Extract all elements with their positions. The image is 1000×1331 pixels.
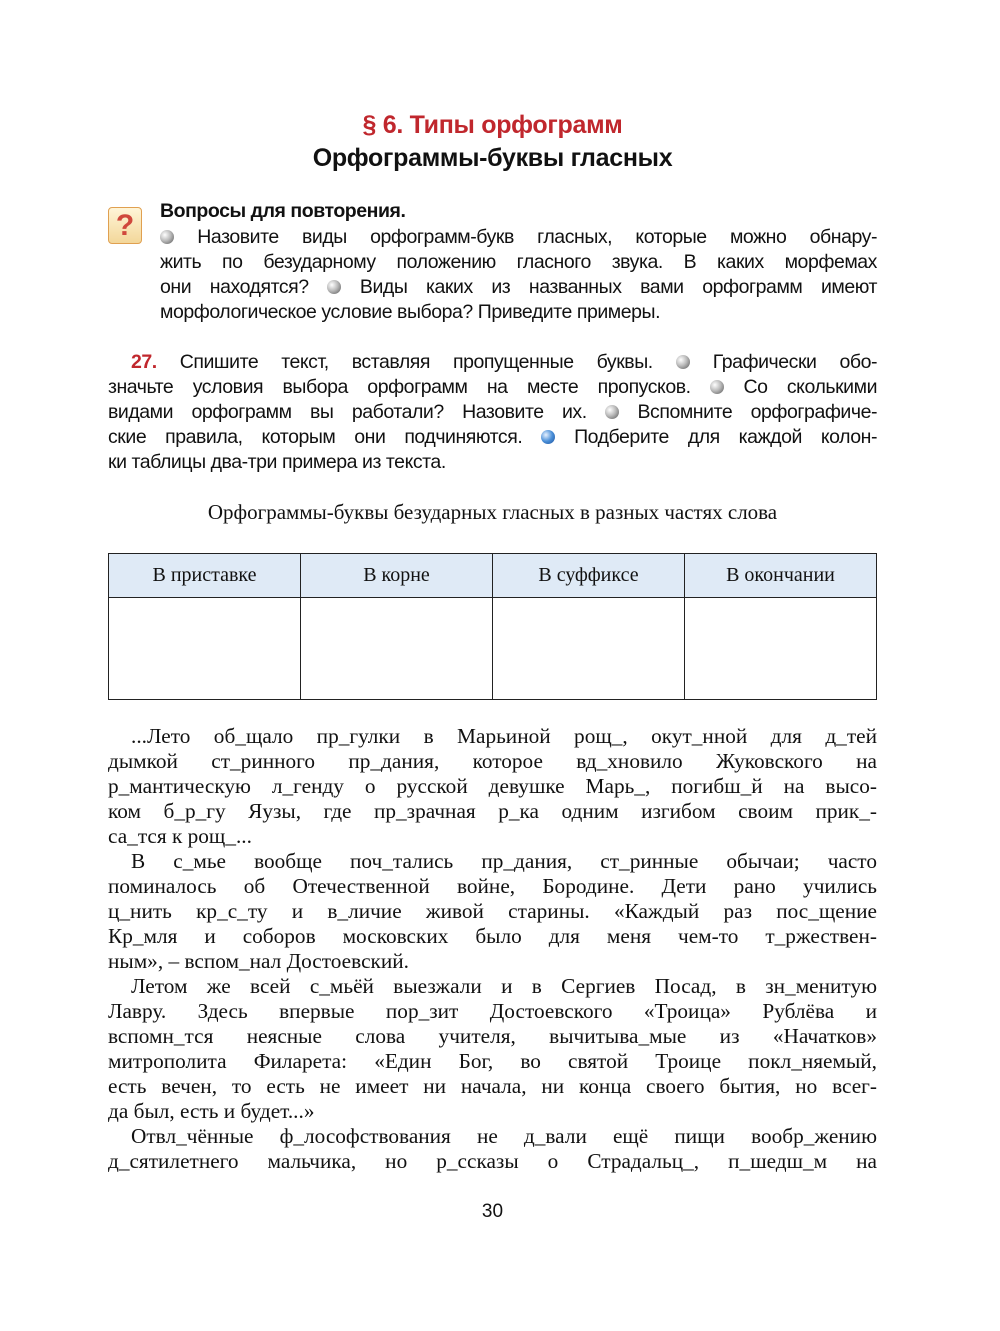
- exercise-text: ские правила, которым они подчиняются.: [108, 426, 523, 448]
- review-heading: Вопросы для повторения.: [160, 200, 406, 222]
- table-header: В приставке: [109, 554, 301, 598]
- bullet-icon: [605, 405, 619, 419]
- page-number: 30: [481, 1201, 504, 1222]
- text-line: поминалось об Отечественной войне, Бородине. Дети рано учились: [108, 874, 877, 898]
- exercise-text: Графически обо-: [712, 351, 878, 373]
- bullet-icon: [541, 430, 555, 444]
- text-line: да был, есть и будет...»: [108, 1099, 315, 1123]
- exercise-text: Спишите текст, вставляя пропущенные буквы.: [179, 351, 653, 373]
- bullet-icon: [327, 280, 341, 294]
- review-text: Виды каких из названных вами орфограмм имеют: [359, 276, 878, 298]
- text-line: д_сятилетнего мальчика, но р_ссказы о Страдальц_, п_шедш_м на: [108, 1149, 877, 1173]
- review-line: [160, 225, 877, 250]
- table-cell: [685, 598, 877, 700]
- text-line: Летом же всей с_мьёй выезжали и в Сергиев Посад, в зн_менитую: [131, 974, 877, 998]
- bullet-icon: [710, 380, 724, 394]
- exercise-number: 27.: [131, 351, 157, 373]
- subtitle: Орфограммы-буквы гласных: [312, 144, 673, 172]
- exercise-line: [108, 375, 877, 400]
- text-line: р_мантическую л_генду о русской девушке Марь_, погибш_й на высо-: [108, 774, 877, 798]
- exercise-line: [108, 425, 877, 450]
- exercise-text: Со сколькими: [743, 376, 878, 398]
- review-text: они находятся?: [160, 276, 309, 298]
- table-header: В окончании: [685, 554, 877, 598]
- exercise-line: [131, 350, 877, 375]
- text-line: ц_нить кр_с_ту и в_личие живой старины. «Каждый раз пос_щение: [108, 899, 877, 923]
- review-line: морфологическое условие выбора? Приведите примеры.: [160, 301, 661, 323]
- table-header: В суффиксе: [493, 554, 685, 598]
- text-line: Кр_мля и соборов московских было для меня чем-то т_ржествен-: [108, 924, 877, 948]
- review-line: жить по безударному положению гласного звука. В каких морфемах: [160, 251, 877, 273]
- table-cell: [493, 598, 685, 700]
- question-icon: ?: [108, 207, 142, 244]
- text-line: Отвл_чённые ф_лософствования не д_вали ещё пищи вообр_жению: [131, 1124, 877, 1148]
- text-line: са_тся к рощ_...: [108, 824, 252, 848]
- exercise-text: видами орфограмм вы работали? Назовите их.: [108, 401, 587, 423]
- exercise-text: значьте условия выбора орфограмм на месте пропусков.: [108, 376, 691, 398]
- text-line: есть вечен, то есть не имеет ни начала, ни конца своего бытия, но всег-: [108, 1074, 877, 1098]
- text-line: ным», – вспом_нал Достоевский.: [108, 949, 409, 973]
- section-title: § 6. Типы орфограмм: [362, 111, 623, 139]
- text-line: дымкой ст_ринного пр_дания, которое вд_хновило Жуковского на: [108, 749, 877, 773]
- text-line: митрополита Филарета: «Един Бог, во святой Троице покл_няемый,: [108, 1049, 877, 1073]
- review-line: [160, 275, 877, 300]
- text-line: В с_мье вообще поч_тались пр_дания, ст_ринные обычаи; часто: [131, 849, 877, 873]
- exercise-line: ки таблицы два-три примера из текста.: [108, 451, 446, 473]
- bullet-icon: [676, 355, 690, 369]
- text-line: ком б_р_гу Яузы, где пр_зрачная р_ка одним изгибом своим прик_-: [108, 799, 877, 823]
- exercise-text: Подберите для каждой колон-: [574, 426, 877, 448]
- table-cell: [109, 598, 301, 700]
- table-caption: Орфограммы-буквы безударных гласных в разных частях слова: [207, 500, 778, 524]
- bullet-icon: [160, 230, 174, 244]
- text-line: вспомн_тся неясные слова учителя, вычитыва_мые из «Начатков»: [108, 1024, 877, 1048]
- table-header: В корне: [301, 554, 493, 598]
- exercise-text: Вспомните орфографиче-: [637, 401, 878, 423]
- text-line: ...Лето об_щало пр_гулки в Марьиной рощ_, окут_нной для д_тей: [131, 724, 877, 748]
- table-cell: [301, 598, 493, 700]
- review-text: Назовите виды орфограмм-букв гласных, которые можно обнару-: [197, 226, 878, 248]
- exercise-line: [108, 400, 877, 425]
- orthogram-table: [108, 553, 877, 700]
- text-line: Лавру. Здесь впервые пор_зит Достоевского «Троица» Рублёва и: [108, 999, 877, 1023]
